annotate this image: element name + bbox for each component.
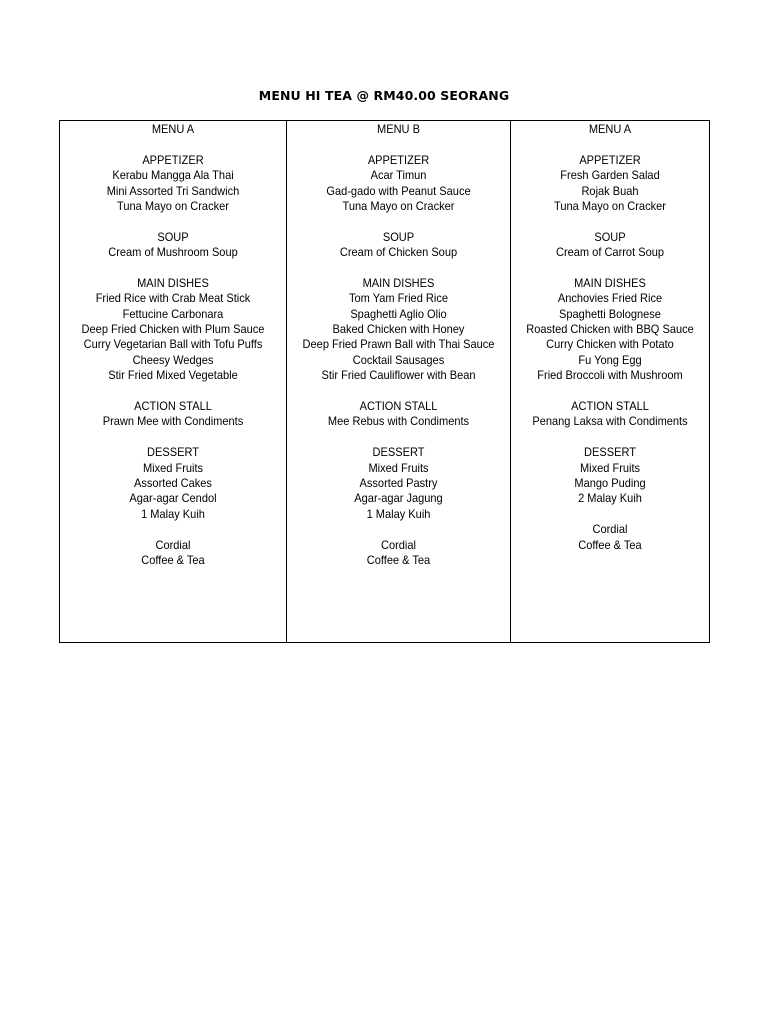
spacer (60, 384, 286, 399)
spacer (60, 137, 286, 152)
section-heading: APPETIZER (579, 152, 641, 167)
spacer (287, 261, 510, 276)
menu-item: Mixed Fruits (142, 460, 204, 475)
section-heading: ACTION STALL (359, 399, 438, 414)
menu-item: Agar-agar Jagung (354, 491, 443, 506)
spacer (60, 214, 286, 229)
menu-item: Agar-agar Cendol (129, 491, 217, 506)
menu-item: Tuna Mayo on Cracker (342, 198, 455, 213)
menu-item: Coffee & Tea (141, 552, 205, 567)
menu-item: Fried Broccoli with Mushroom (537, 368, 683, 383)
menu-item: Mee Rebus with Condiments (327, 414, 470, 429)
menu-item: Roasted Chicken with BBQ Sauce (526, 322, 694, 337)
menu-item: Mixed Fruits (368, 460, 429, 475)
menu-item: Coffee & Tea (578, 537, 642, 552)
menu-item: Tuna Mayo on Cracker (117, 198, 229, 213)
section-heading: DESSERT (584, 445, 636, 460)
menu-item: Cordial (592, 522, 628, 537)
section-heading: MAIN DISHES (574, 275, 646, 290)
menu-item: Cream of Mushroom Soup (108, 245, 238, 260)
menu-item: Mini Assorted Tri Sandwich (106, 183, 240, 198)
section-heading: SOUP (594, 229, 626, 244)
spacer (287, 137, 510, 152)
spacer (511, 507, 709, 522)
spacer (511, 137, 709, 152)
menu-item: Cocktail Sausages (352, 352, 445, 367)
menu-column (510, 121, 709, 642)
menu-item: Deep Fried Prawn Ball with Thai Sauce (302, 337, 495, 352)
menu-item: Anchovies Fried Rice (557, 291, 663, 306)
spacer (511, 430, 709, 445)
menu-name: MENU A (588, 122, 632, 136)
menu-item: 2 Malay Kuih (578, 491, 642, 506)
spacer (60, 430, 286, 445)
menu-item: Penang Laksa with Condiments (532, 414, 688, 429)
menu-item: Spaghetti Aglio Olio (350, 306, 447, 321)
menu-item: Cream of Carrot Soup (555, 245, 664, 260)
section-heading: SOUP (382, 229, 415, 244)
section-heading: APPETIZER (142, 152, 204, 167)
menu-item: Fu Yong Egg (578, 352, 642, 367)
menu-item: Fried Rice with Crab Meat Stick (95, 291, 251, 306)
menu-item: Assorted Cakes (134, 475, 212, 490)
menu-item: Acar Timun (370, 168, 427, 183)
menu-item: Mango Puding (574, 475, 646, 490)
menu-item: Cheesy Wedges (132, 352, 214, 367)
menu-item: Cordial (381, 537, 416, 552)
spacer (60, 522, 286, 537)
section-heading: SOUP (157, 229, 189, 244)
page-title: MENU HI TEA @ RM40.00 SEORANG (258, 88, 510, 103)
section-heading: MAIN DISHES (137, 275, 209, 290)
menu-item: Fettucine Carbonara (122, 306, 224, 321)
menu-item: Tuna Mayo on Cracker (554, 198, 666, 213)
menu-item: 1 Malay Kuih (366, 506, 431, 521)
menu-item: Prawn Mee with Condiments (102, 414, 244, 429)
menu-item: Mixed Fruits (579, 460, 641, 475)
menu-item: Stir Fried Cauliflower with Bean (321, 368, 476, 383)
menu-item: Assorted Pastry (359, 475, 438, 490)
menu-item: 1 Malay Kuih (141, 506, 205, 521)
spacer (287, 430, 510, 445)
menu-item: Rojak Buah (581, 183, 639, 198)
menu-item: Stir Fried Mixed Vegetable (108, 368, 238, 383)
menu-name: MENU B (377, 122, 420, 136)
menu-item: Fresh Garden Salad (560, 168, 660, 183)
spacer (287, 384, 510, 399)
menu-item: Curry Chicken with Potato (546, 337, 674, 352)
menu-name: MENU A (151, 122, 195, 136)
menu-item: Gad-gado with Peanut Sauce (326, 183, 471, 198)
section-heading: MAIN DISHES (362, 275, 435, 290)
menu-item: Cream of Chicken Soup (339, 245, 458, 260)
spacer (60, 261, 286, 276)
spacer (287, 522, 510, 537)
menu-item: Spaghetti Bolognese (559, 306, 661, 321)
spacer (511, 384, 709, 399)
menu-item: Kerabu Mangga Ala Thai (112, 168, 234, 183)
menu-item: Cordial (155, 537, 191, 552)
section-heading: ACTION STALL (134, 399, 212, 414)
menu-column (286, 121, 510, 642)
section-heading: DESSERT (147, 445, 199, 460)
menu-table (59, 120, 710, 643)
menu-column (60, 121, 286, 642)
section-heading: APPETIZER (367, 152, 430, 167)
section-heading: ACTION STALL (571, 399, 649, 414)
menu-item: Tom Yam Fried Rice (349, 291, 448, 306)
spacer (287, 214, 510, 229)
section-heading: DESSERT (372, 445, 425, 460)
menu-item: Baked Chicken with Honey (332, 322, 465, 337)
menu-item: Curry Vegetarian Ball with Tofu Puffs (83, 337, 263, 352)
spacer (511, 261, 709, 276)
menu-item: Coffee & Tea (366, 552, 431, 567)
menu-item: Deep Fried Chicken with Plum Sauce (81, 322, 265, 337)
spacer (511, 214, 709, 229)
